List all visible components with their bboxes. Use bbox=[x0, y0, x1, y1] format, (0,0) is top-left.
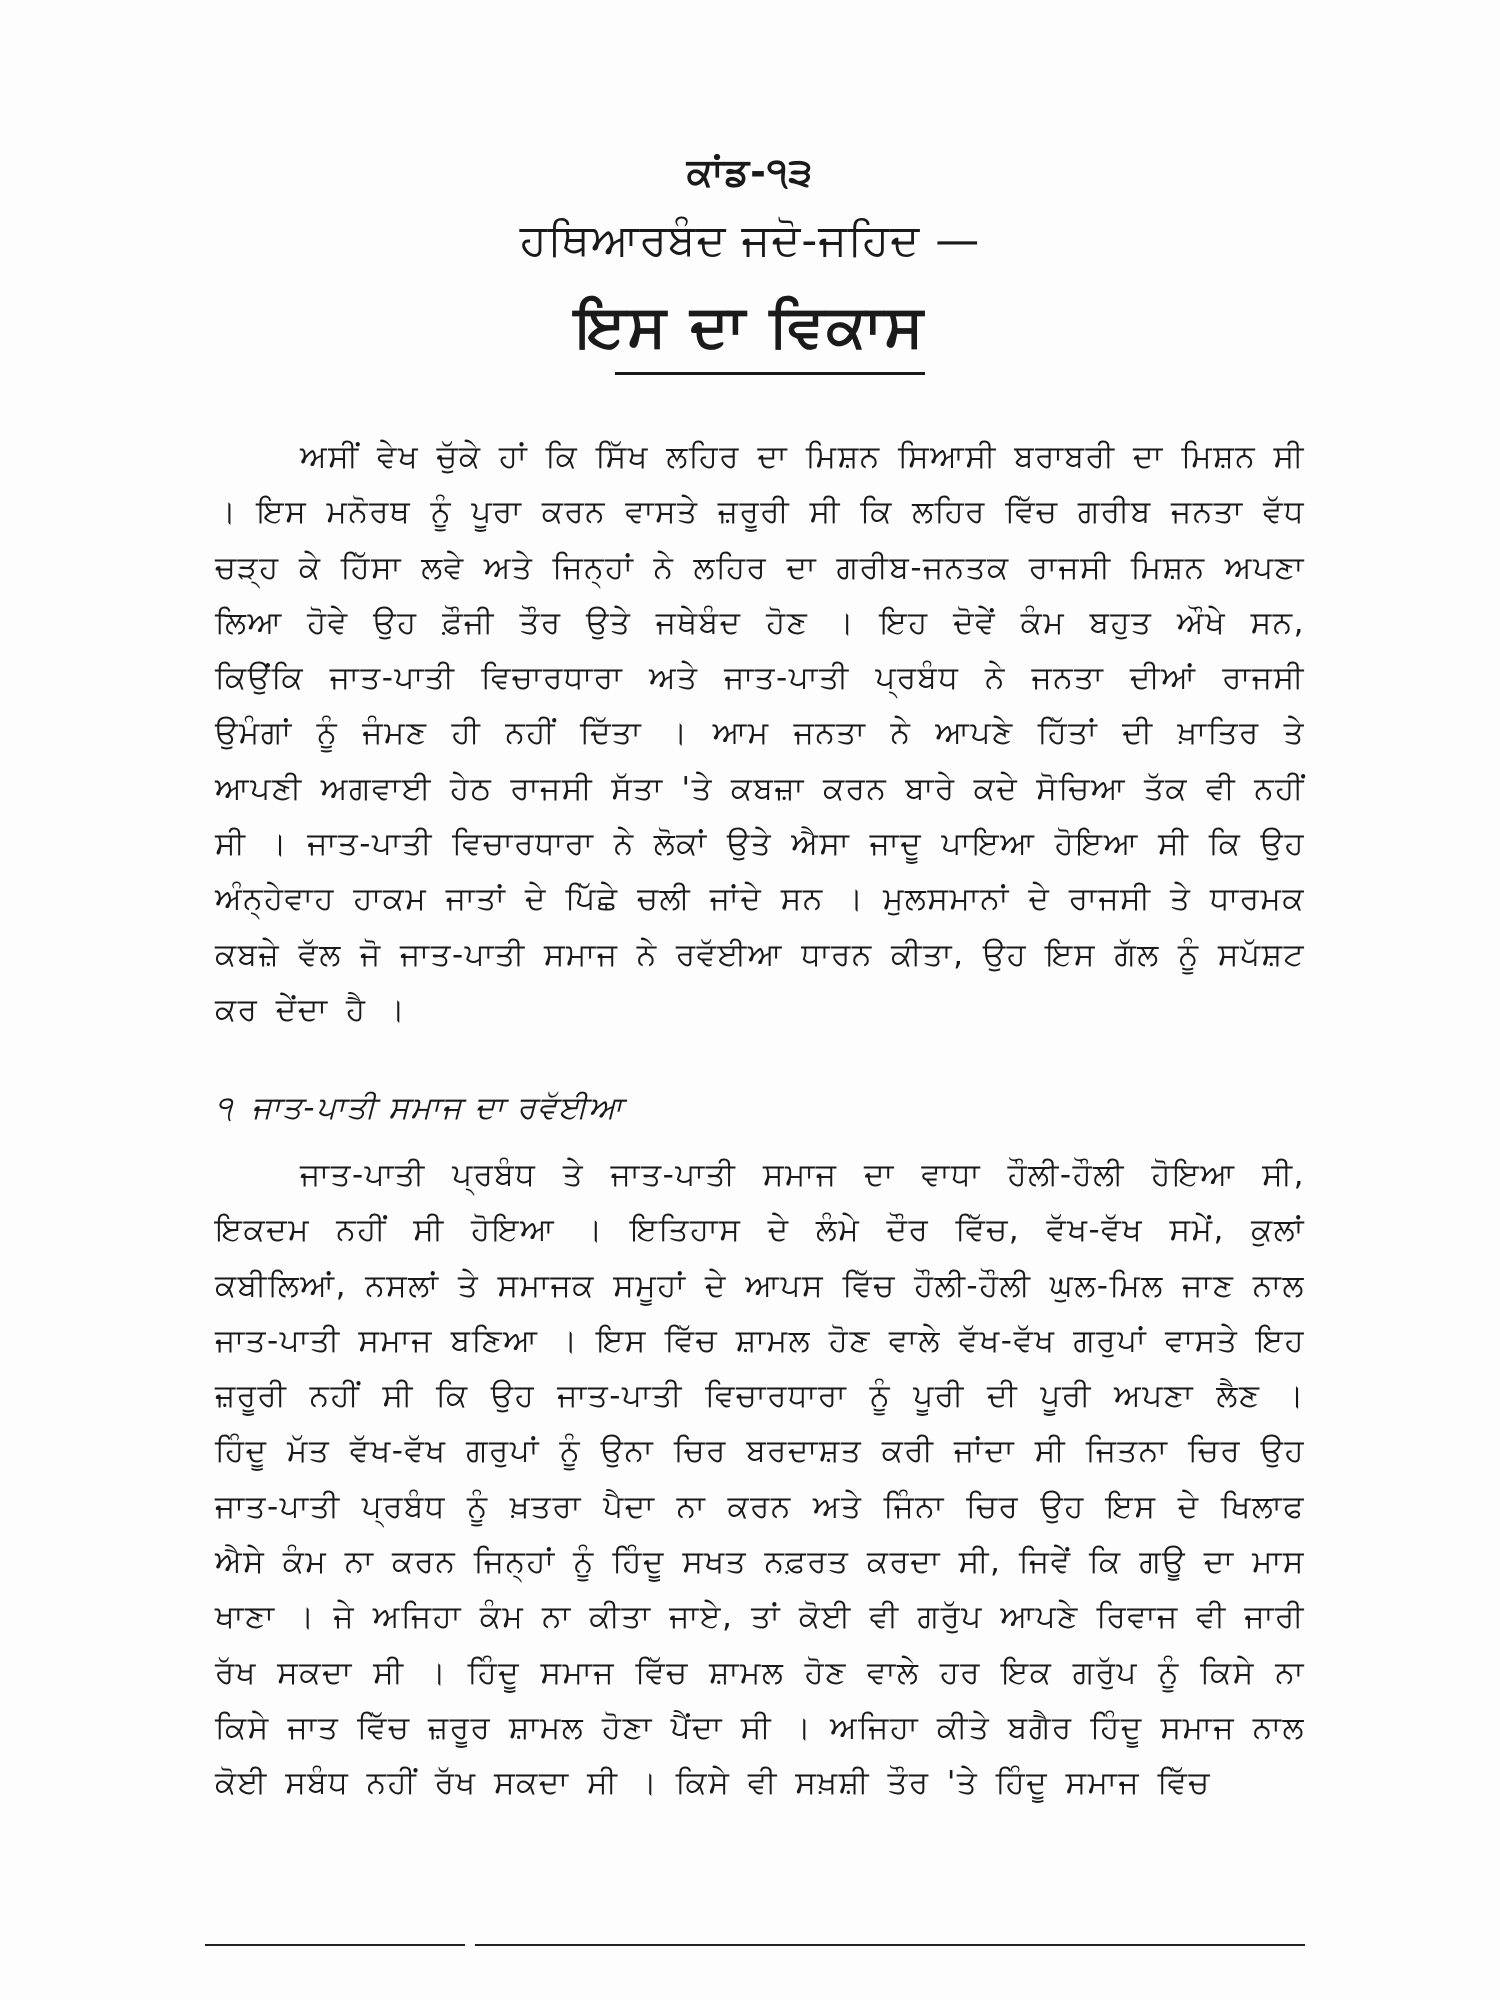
footer-rule-left bbox=[205, 1944, 465, 1946]
section-heading bbox=[215, 1090, 624, 1127]
title-underline bbox=[615, 372, 925, 375]
chapter-title-line2: ਇਸ ਦਾ ਵਿਕਾਸ bbox=[574, 292, 926, 360]
chapter-title-line1: ਹਥਿਆਰਬੰਦ ਜਦੋ-ਜਹਿਦ — bbox=[519, 215, 981, 266]
paragraph-section-1: ਜਾਤ-ਪਾਤੀ ਪ੍ਰਬੰਧ ਤੇ ਜਾਤ-ਪਾਤੀ ਸਮਾਜ ਦਾ ਵਾਧਾ ਹੌਲੀ-ਹੌਲੀ ਹੋਇਆ ਸੀ, ਇਕਦਮ ਨਹੀਂ ਸੀ ਹੋਇਆ । ਇਤਿਹਾਸ ਦੇ ਲੰਮੇ ਦੌਰ ਵਿੱਚ, ਵੱਖ-ਵੱਖ ਸਮੇਂ, ਕੁਲਾਂ ਕਬੀਲਿਆਂ, ਨਸਲਾਂ ਤੇ ਸਮਾਜਕ ਸਮੂਹਾਂ ਦੇ ਆਪਸ ਵਿੱਚ ਹੌਲੀ-ਹੌਲੀ ਘੁਲ-ਮਿਲ ਜਾਣ ਨਾਲ ਜਾਤ-ਪਾਤੀ ਸਮਾਜ ਬਣਿਆ । ਇਸ ਵਿੱਚ ਸ਼ਾਮਲ ਹੋਣ ਵਾਲੇ ਵੱਖ-ਵੱਖ ਗਰੁਪਾਂ ਵਾਸਤੇ ਇਹ ਜ਼ਰੂਰੀ ਨਹੀਂ ਸੀ ਕਿ ਉਹ ਜਾਤ-ਪਾਤੀ ਵਿਚਾਰਧਾਰਾ ਨੂੰ ਪੂਰੀ ਦੀ ਪੂਰੀ ਅਪਣਾ ਲੈਣ । ਹਿੰਦੂ ਮੱਤ ਵੱਖ-ਵੱਖ ਗਰੁਪਾਂ ਨੂੰ ਉਨਾ ਚਿਰ ਬਰਦਾਸ਼ਤ ਕਰੀ ਜਾਂਦਾ ਸੀ ਜਿਤਨਾ ਚਿਰ ਉਹ ਜਾਤ-ਪਾਤੀ ਪ੍ਰਬੰਧ ਨੂੰ ਖ਼ਤਰਾ ਪੈਦਾ ਨਾ ਕਰਨ ਅਤੇ ਜਿੰਨਾ ਚਿਰ ਉਹ ਇਸ ਦੇ ਖਿਲਾਫ ਐਸੇ ਕੰਮ ਨਾ ਕਰਨ ਜਿਨ੍ਹਾਂ ਨੂੰ ਹਿੰਦੂ ਸਖਤ ਨਫ਼ਰਤ ਕਰਦਾ ਸੀ, ਜਿਵੇਂ ਕਿ ਗਊ ਦਾ ਮਾਸ ਖਾਣਾ । ਜੇ ਅਜਿਹਾ ਕੰਮ ਨਾ ਕੀਤਾ ਜਾਏ, ਤਾਂ ਕੋਈ ਵੀ ਗਰੁੱਪ ਆਪਣੇ ਰਿਵਾਜ ਵੀ ਜਾਰੀ ਰੱਖ ਸਕਦਾ ਸੀ । ਹਿੰਦੂ ਸਮਾਜ ਵਿੱਚ ਸ਼ਾਮਲ ਹੋਣ ਵਾਲੇ ਹਰ ਇਕ ਗਰੁੱਪ ਨੂੰ ਕਿਸੇ ਨਾ ਕਿਸੇ ਜਾਤ ਵਿੱਚ ਜ਼ਰੂਰ ਸ਼ਾਮਲ ਹੋਣਾ ਪੈਂਦਾ ਸੀ । ਅਜਿਹਾ ਕੀਤੇ ਬਗੈਰ ਹਿੰਦੂ ਸਮਾਜ ਨਾਲ ਕੋਈ ਸਬੰਧ ਨਹੀਂ ਰੱਖ ਸਕਦਾ ਸੀ । ਕਿਸੇ ਵੀ ਸਖ਼ਸ਼ੀ ਤੌਰ 'ਤੇ ਹਿੰਦੂ ਸਮਾਜ ਵਿੱਚ bbox=[215, 1157, 1305, 1802]
section-number: ੧ bbox=[215, 1090, 234, 1126]
footer-rule-right bbox=[475, 1944, 1305, 1946]
chapter-label: ਕਾਂਡ-੧੩ bbox=[686, 150, 814, 194]
paragraph-intro: ਅਸੀਂ ਵੇਖ ਚੁੱਕੇ ਹਾਂ ਕਿ ਸਿੱਖ ਲਹਿਰ ਦਾ ਮਿਸ਼ਨ ਸਿਆਸੀ ਬਰਾਬਰੀ ਦਾ ਮਿਸ਼ਨ ਸੀ । ਇਸ ਮਨੋਰਥ ਨੂੰ ਪੂਰਾ ਕਰਨ ਵਾਸਤੇ ਜ਼ਰੂਰੀ ਸੀ ਕਿ ਲਹਿਰ ਵਿੱਚ ਗਰੀਬ ਜਨਤਾ ਵੱਧ ਚੜ੍ਹ ਕੇ ਹਿੱਸਾ ਲਵੇ ਅਤੇ ਜਿਨ੍ਹਾਂ ਨੇ ਲਹਿਰ ਦਾ ਗਰੀਬ-ਜਨਤਕ ਰਾਜਸੀ ਮਿਸ਼ਨ ਅਪਣਾ ਲਿਆ ਹੋਵੇ ਉਹ ਫ਼ੌਜੀ ਤੌਰ ਉਤੇ ਜਥੇਬੰਦ ਹੋਣ । ਇਹ ਦੋਵੇਂ ਕੰਮ ਬਹੁਤ ਔਖੇ ਸਨ, ਕਿਉਂਕਿ ਜਾਤ-ਪਾਤੀ ਵਿਚਾਰਧਾਰਾ ਅਤੇ ਜਾਤ-ਪਾਤੀ ਪ੍ਰਬੰਧ ਨੇ ਜਨਤਾ ਦੀਆਂ ਰਾਜਸੀ ਉਮੰਗਾਂ ਨੂੰ ਜੰਮਣ ਹੀ ਨਹੀਂ ਦਿੱਤਾ । ਆਮ ਜਨਤਾ ਨੇ ਆਪਣੇ ਹਿੱਤਾਂ ਦੀ ਖ਼ਾਤਿਰ ਤੇ ਆਪਣੀ ਅਗਵਾਈ ਹੇਠ ਰਾਜਸੀ ਸੱਤਾ 'ਤੇ ਕਬਜ਼ਾ ਕਰਨ ਬਾਰੇ ਕਦੇ ਸੋਚਿਆ ਤੱਕ ਵੀ ਨਹੀਂ ਸੀ । ਜਾਤ-ਪਾਤੀ ਵਿਚਾਰਧਾਰਾ ਨੇ ਲੋਕਾਂ ਉਤੇ ਐਸਾ ਜਾਦੂ ਪਾਇਆ ਹੋਇਆ ਸੀ ਕਿ ਉਹ ਅੰਨ੍ਹੇਵਾਹ ਹਾਕਮ ਜਾਤਾਂ ਦੇ ਪਿੱਛੇ ਚਲੀ ਜਾਂਦੇ ਸਨ । ਮੁਲਸਮਾਨਾਂ ਦੇ ਰਾਜਸੀ ਤੇ ਧਾਰਮਕ ਕਬਜ਼ੇ ਵੱਲ ਜੋ ਜਾਤ-ਪਾਤੀ ਸਮਾਜ ਨੇ ਰਵੱਈਆ ਧਾਰਨ ਕੀਤਾ, ਉਹ ਇਸ ਗੱਲ ਨੂੰ ਸਪੱਸ਼ਟ ਕਰ ਦੇਂਦਾ ਹੈ । bbox=[215, 439, 1305, 1028]
section-heading-text: ਜਾਤ-ਪਾਤੀ ਸਮਾਜ ਦਾ ਰਵੱਈਆ bbox=[251, 1090, 624, 1126]
